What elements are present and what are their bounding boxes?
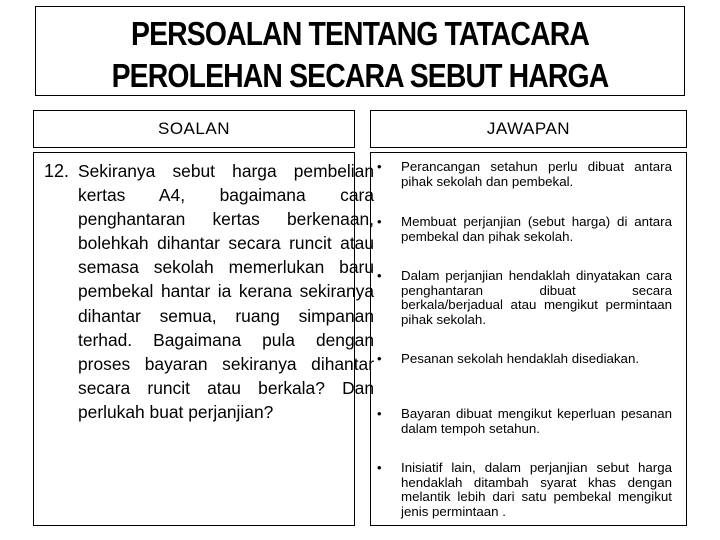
answer-text: Perancangan setahun perlu dibuat antara pihak sekolah dan pembekal. xyxy=(401,159,672,189)
answer-text: Dalam perjanjian hendaklah dinyatakan cara penghantaran dibuat secara berkala/berjadual atau mengikut permintaan pihak sekolah. xyxy=(401,268,672,327)
answer-text: Membuat perjanjian (sebut harga) di antara pembekal dan pihak sekolah. xyxy=(401,214,672,244)
question-box xyxy=(33,152,374,526)
answer-column-header xyxy=(370,110,687,148)
title-line-2: PEROLEHAN SECARA SEBUT HARGA xyxy=(111,57,609,94)
bullet-icon: • xyxy=(377,268,382,283)
title-box xyxy=(35,6,685,96)
question-number: 12. xyxy=(44,161,70,181)
question-header-label: SOALAN xyxy=(158,119,230,138)
answer-text: Inisiatif lain, dalam perjanjian sebut harga hendaklah ditambah syarat khas dengan melantik lebih dari satu pembekal mengikut jenis permintaan . xyxy=(401,460,672,519)
bullet-icon: • xyxy=(377,406,382,421)
bullet-icon: • xyxy=(377,214,382,229)
answer-text: Pesanan sekolah hendaklah disediakan. xyxy=(401,351,640,366)
title-line-1: PERSOALAN TENTANG TATACARA xyxy=(131,15,589,52)
bullet-icon: • xyxy=(377,159,382,174)
question-text: Sekiranya sebut harga pembelian kertas A4, bagaimana cara penghantaran kertas berkenaan, bolehkah dihantar secara runcit atau semasa sekolah memerlukan baru pembekal hantar ia kerana sekiranya dihantar semua, ruang simpanan terhad. Bagaimana pula dengan proses bayaran sekiranya dihantar secara runcit atau berkala? Dan perlukah buat perjanjian? xyxy=(78,161,374,422)
answer-box xyxy=(370,152,687,526)
bullet-icon: • xyxy=(377,460,382,475)
answer-header-label: JAWAPAN xyxy=(486,119,571,138)
bullet-icon: • xyxy=(377,351,382,366)
question-column-header xyxy=(33,110,355,148)
answer-text: Bayaran dibuat mengikut keperluan pesanan dalam tempoh setahun. xyxy=(401,406,672,436)
